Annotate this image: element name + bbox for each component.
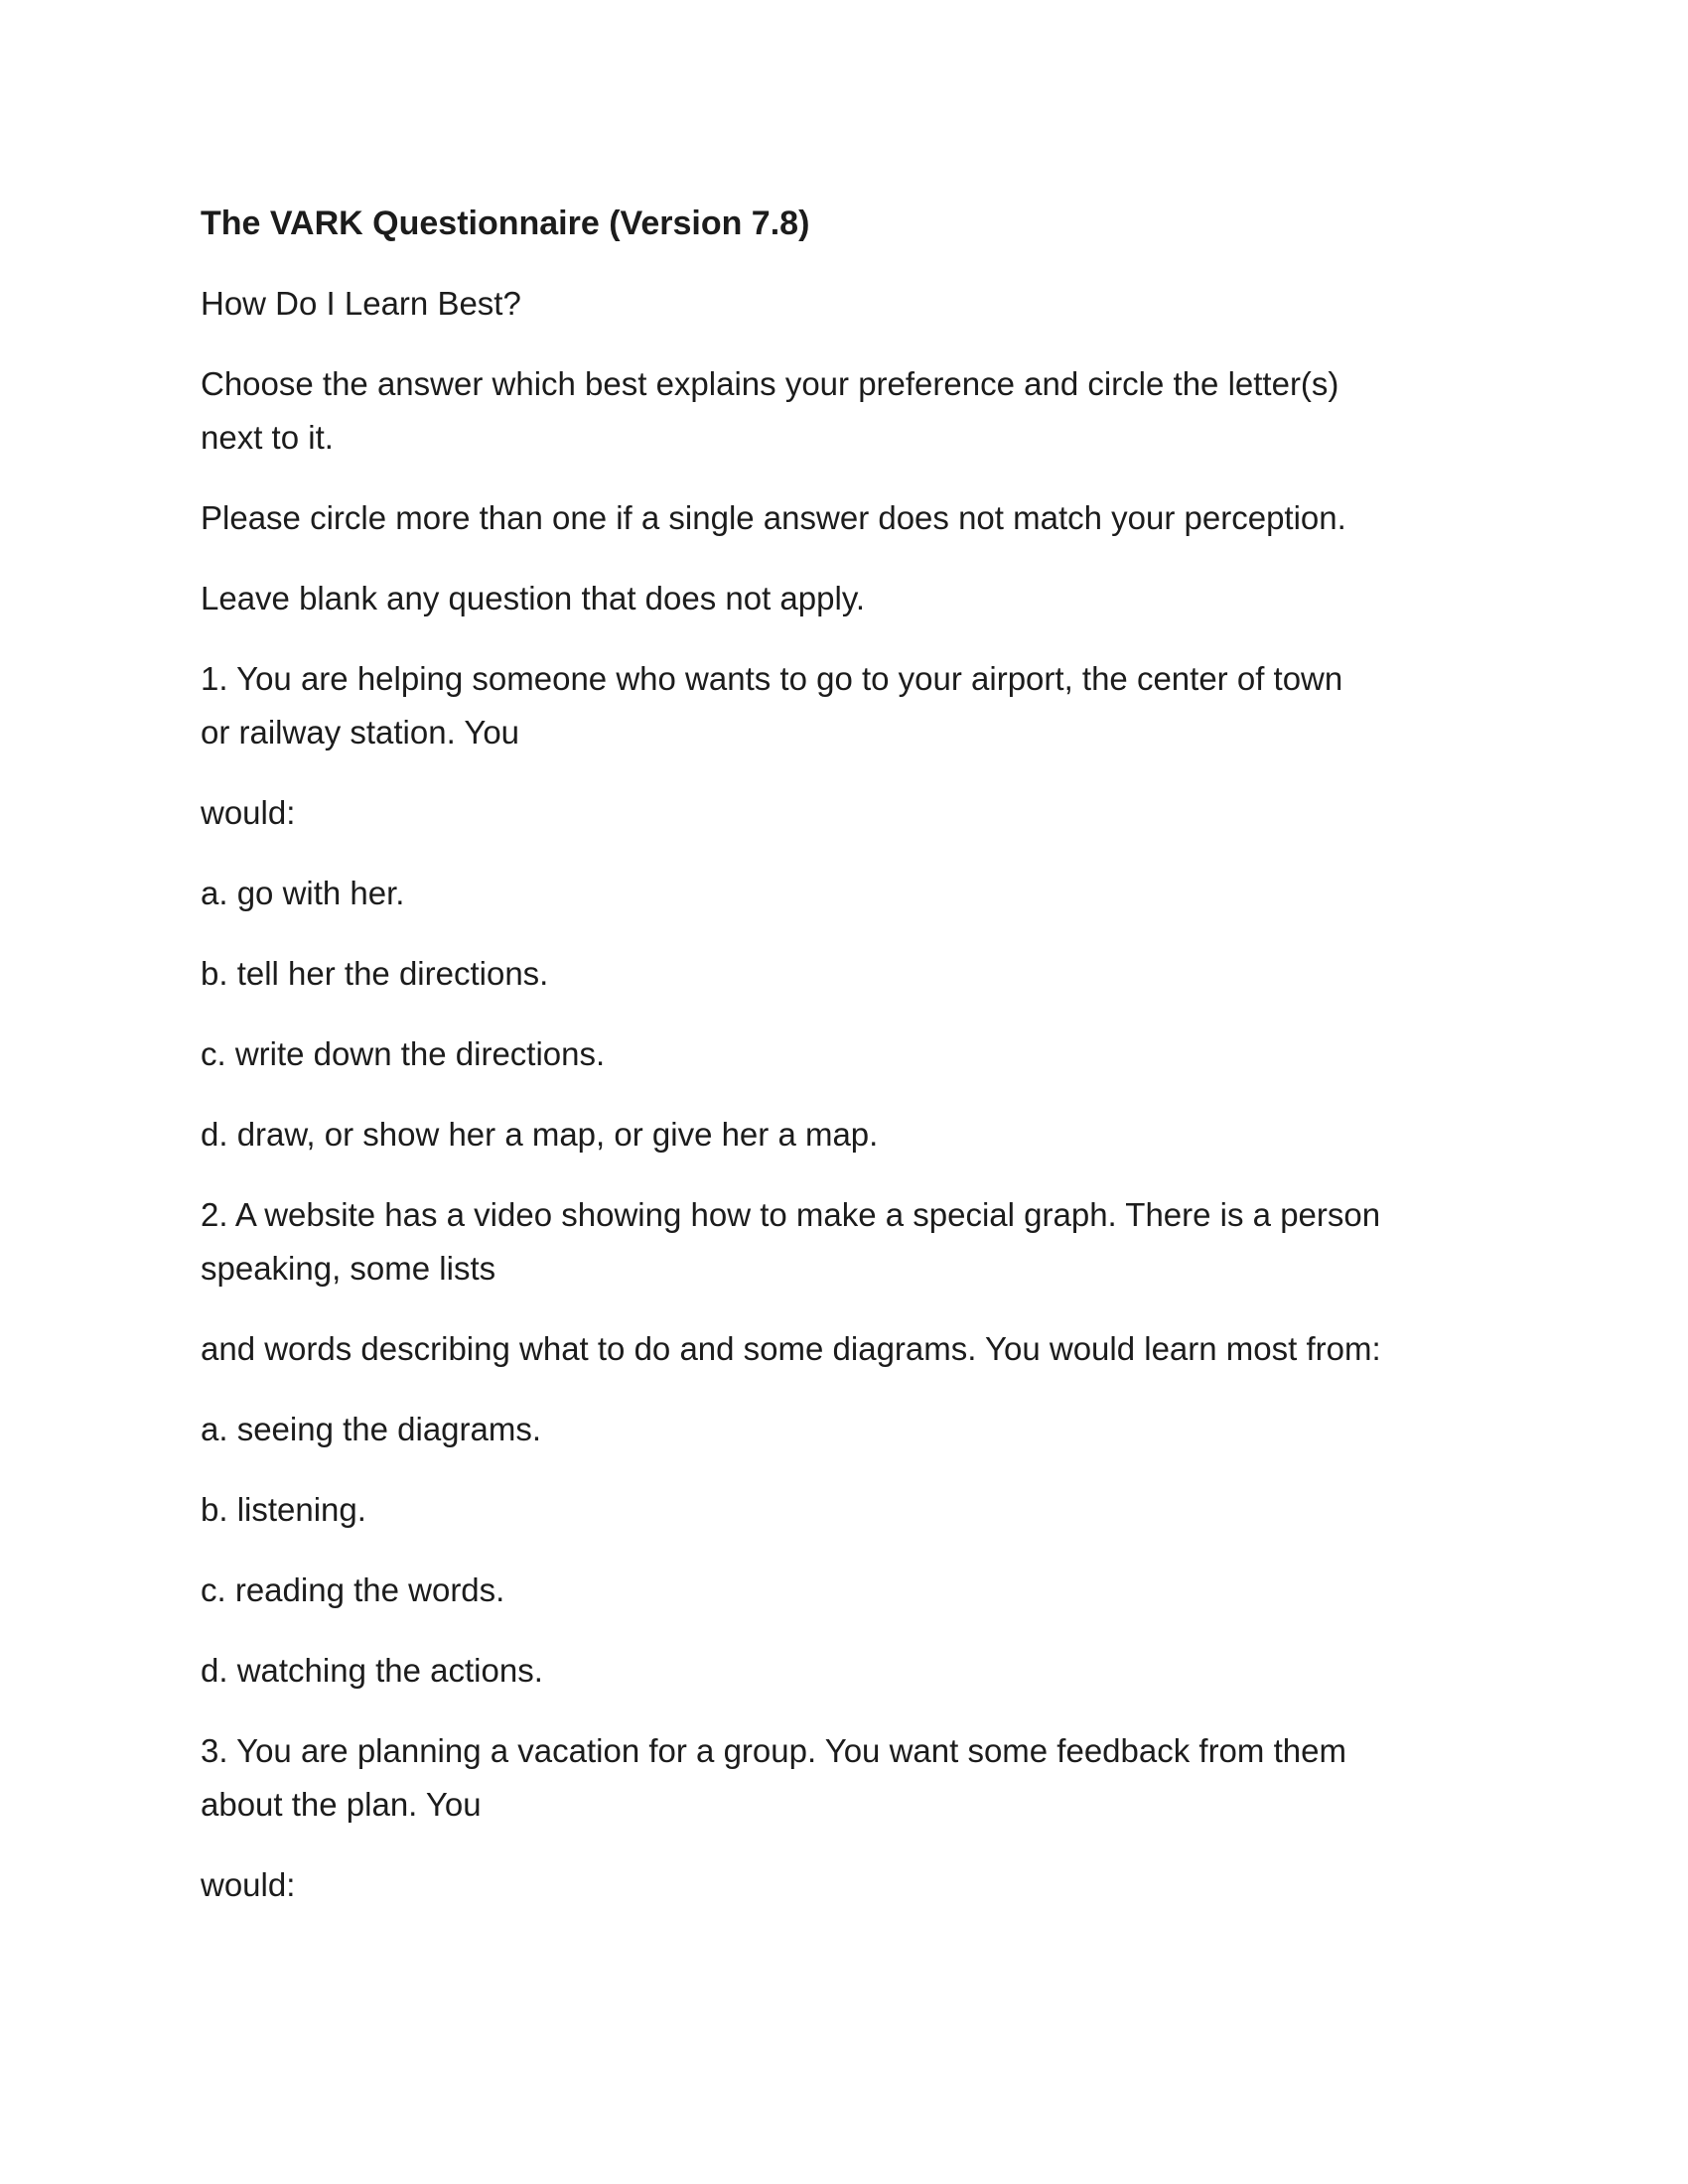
instruction-circle-more: Please circle more than one if a single answer does not match your perception. (201, 499, 1346, 536)
question-1-stem-line-2: or railway station. You (201, 714, 520, 751)
question-3-stem-suffix: would: (201, 1866, 296, 1903)
question-1-option-d: d. draw, or show her a map, or give her a map. (201, 1116, 879, 1153)
question-2-option-a: a. seeing the diagrams. (201, 1411, 542, 1447)
question-2-option-c: c. reading the words. (201, 1571, 505, 1608)
question-3-stem-line-2: about the plan. You (201, 1786, 482, 1823)
document-title: The VARK Questionnaire (Version 7.8) (201, 205, 810, 242)
question-1-stem-suffix: would: (201, 794, 296, 831)
question-1-option-b: b. tell her the directions. (201, 955, 549, 992)
question-2-stem-line-1: 2. A website has a video showing how to make a special graph. There is a person (201, 1196, 1381, 1233)
instruction-choose-line-2: next to it. (201, 419, 334, 456)
question-2-option-d: d. watching the actions. (201, 1652, 543, 1689)
question-2-stem-line-2: speaking, some lists (201, 1250, 496, 1287)
document-subtitle: How Do I Learn Best? (201, 285, 521, 322)
question-3-stem-line-1: 3. You are planning a vacation for a group. You want some feedback from them (201, 1732, 1346, 1769)
question-1-option-c: c. write down the directions. (201, 1035, 606, 1072)
question-2-stem-suffix: and words describing what to do and some diagrams. You would learn most from: (201, 1330, 1381, 1367)
question-1-option-a: a. go with her. (201, 875, 405, 911)
instruction-choose-line-1: Choose the answer which best explains your preference and circle the letter(s) (201, 365, 1339, 402)
question-1-stem-line-1: 1. You are helping someone who wants to go to your airport, the center of town (201, 660, 1343, 697)
instruction-leave-blank: Leave blank any question that does not apply. (201, 580, 866, 616)
question-2-option-b: b. listening. (201, 1491, 366, 1528)
